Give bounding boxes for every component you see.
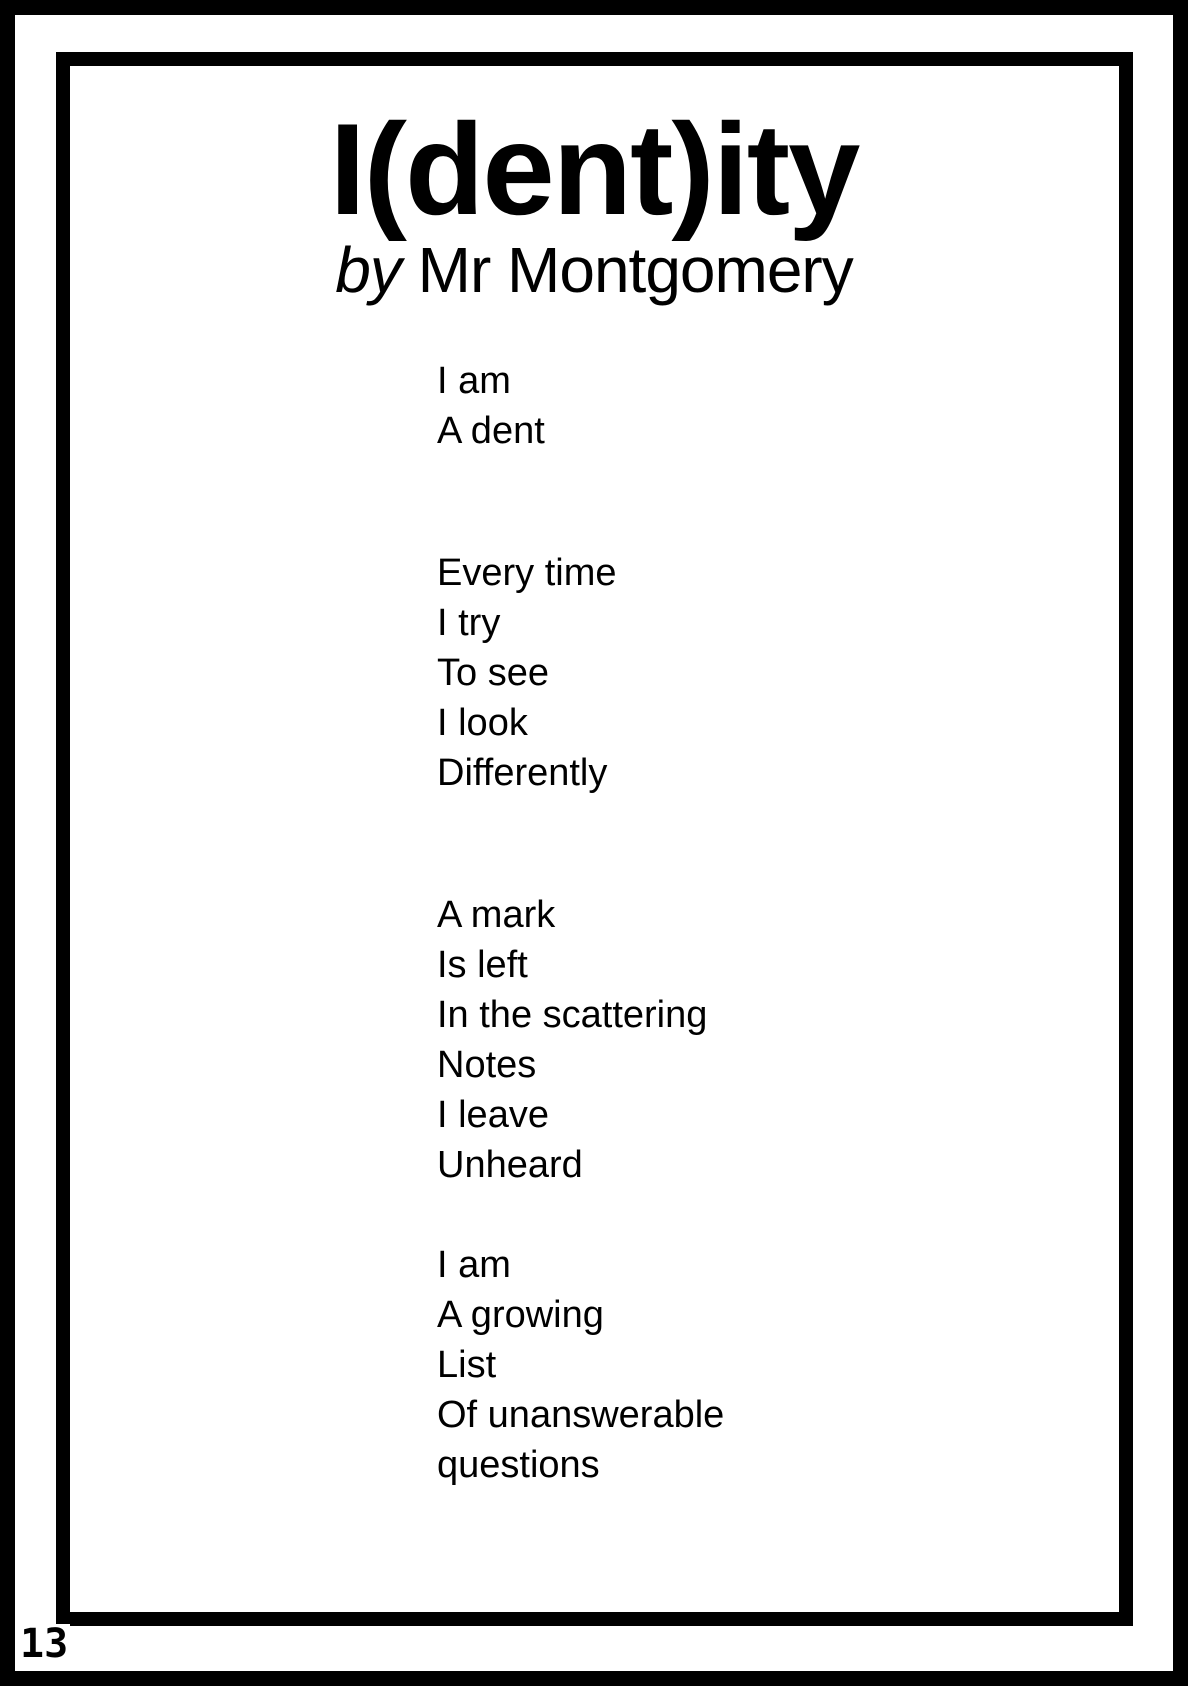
poem-line: To see [437, 652, 549, 694]
poem-line: List [437, 1344, 497, 1386]
poem-line: I look [437, 702, 528, 744]
stanza-1 [437, 356, 937, 456]
poem-line: I am [437, 1244, 511, 1286]
poem-line: Is left [437, 944, 528, 986]
poem-line: questions [437, 1444, 600, 1486]
author-name: Mr Montgomery [417, 234, 853, 306]
page-number: 13 [20, 1621, 69, 1667]
poem-line: Every time [437, 552, 617, 594]
byline [0, 234, 1188, 306]
poem-line: Unheard [437, 1144, 583, 1186]
poem-body [437, 356, 937, 1490]
stanza-2 [437, 548, 937, 798]
poem-line: I leave [437, 1094, 549, 1136]
poem-line: A mark [437, 894, 556, 936]
poem-line: In the scattering [437, 994, 708, 1036]
stanza-3 [437, 890, 937, 1190]
stanza-4 [437, 1240, 937, 1490]
poem-line: A growing [437, 1294, 604, 1336]
poem-line: I am [437, 360, 511, 402]
poem-line: Of unanswerable [437, 1394, 725, 1436]
poem-line: Differently [437, 752, 608, 794]
poem-title: I(dent)ity [329, 96, 859, 242]
byline-prefix: by [335, 234, 401, 306]
poem-line: I try [437, 602, 501, 644]
poem-line: A dent [437, 410, 545, 452]
poem-line: Notes [437, 1044, 537, 1086]
